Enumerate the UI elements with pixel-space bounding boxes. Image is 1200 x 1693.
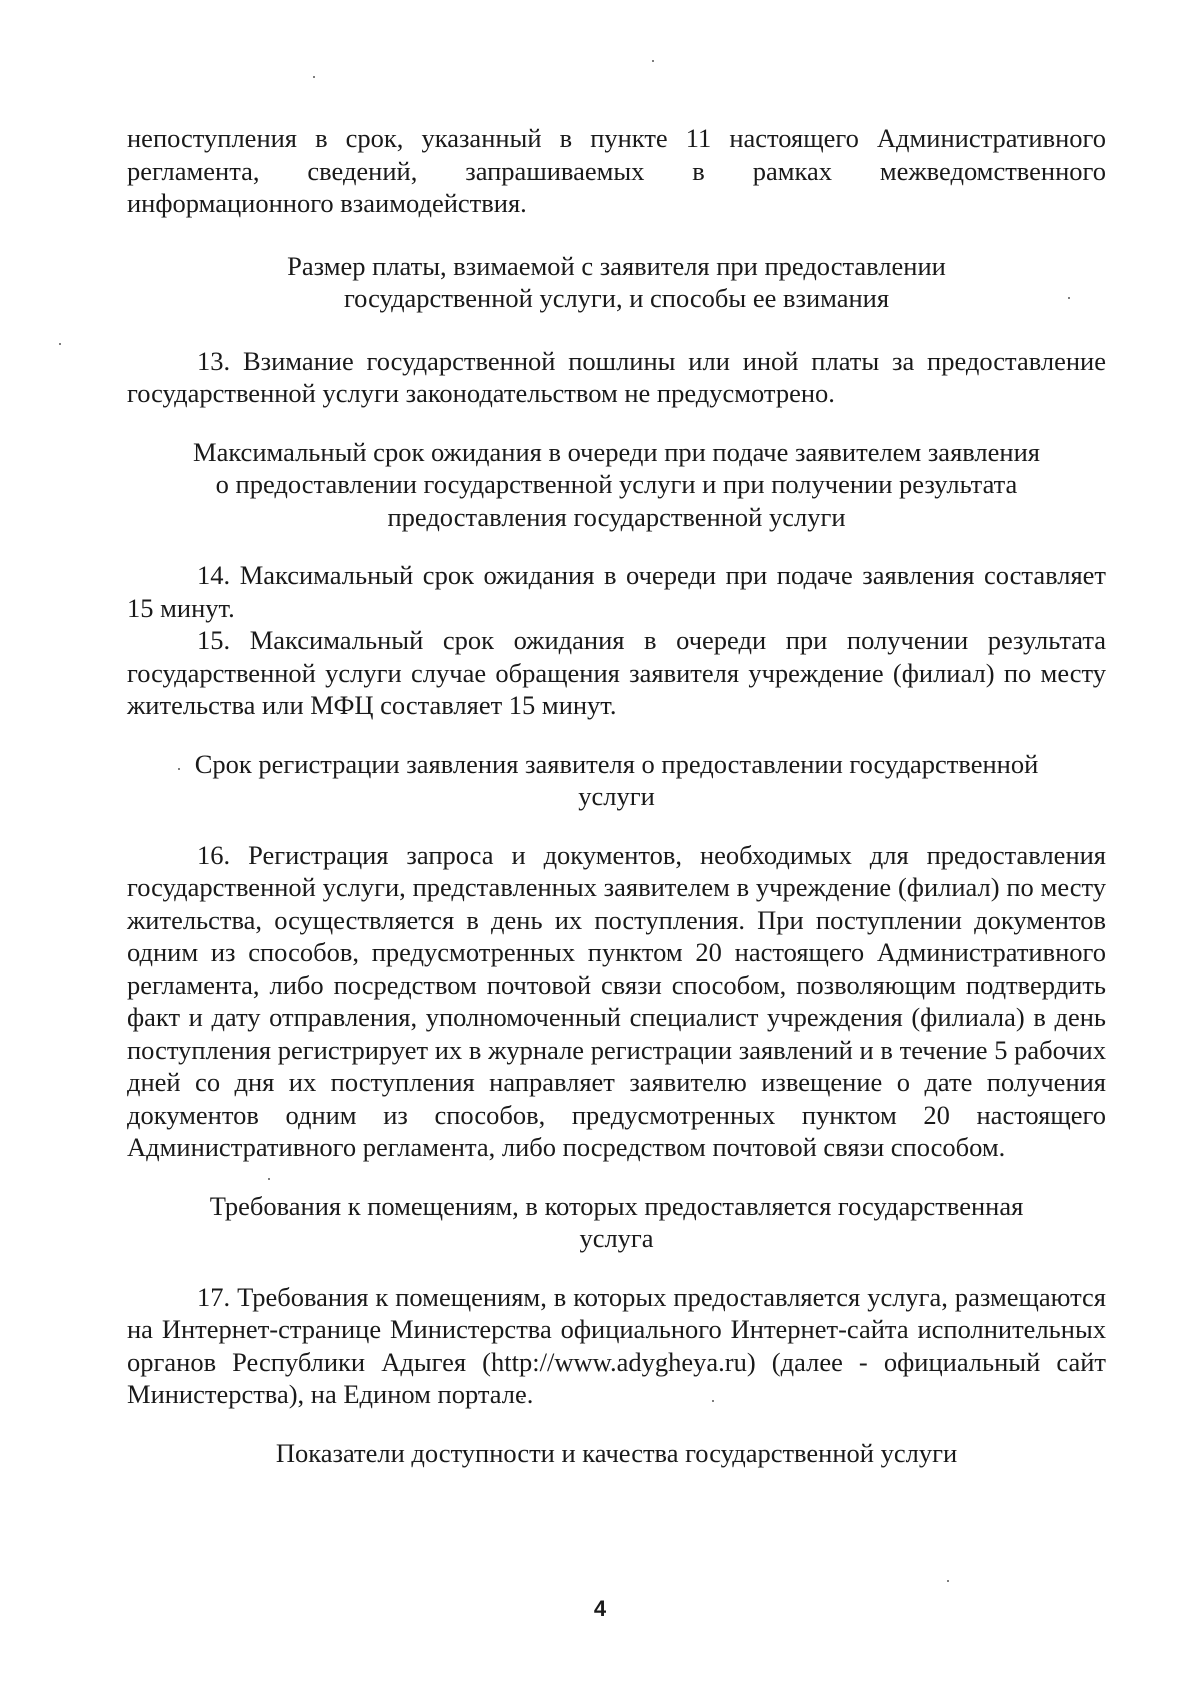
scan-speck	[947, 1580, 949, 1582]
paragraph-16: 16. Регистрация запроса и документов, необходимых для предоставления государственной услуги, представленных заявителем в учреждение (филиал) по месту жительства, осуществляется в день их поступления. При поступлении документов одним из способов, предусмотренных пунктом 20 настоящего Административного регламента, либо посредством почтовой связи способом, позволяющим подтвердить факт и дату отправления, уполномоченный специалист учреждения (филиала) в день поступления регистрирует их в журнале регистрации заявлений и в течение 5 рабочих дней со дня их поступления направляет заявителю извещение о дате получения документов одним из способов, предусмотренных пунктом 20 настоящего Административного регламента, либо посредством почтовой связи способом.	[127, 839, 1106, 1162]
spacer	[127, 1411, 1106, 1437]
section-heading-registration	[127, 748, 1106, 813]
section-heading-premises	[127, 1190, 1106, 1255]
intro-paragraph: непоступления в срок, указанный в пункте 11 настоящего Административного регламента, сведений, запрашиваемых в рамках межведомственного информационного взаимодействия.	[127, 123, 1106, 218]
heading-line: Срок регистрации заявления заявителя о предоставлении государственной	[194, 748, 1039, 779]
spacer	[127, 722, 1106, 748]
paragraph-15: 15. Максимальный срок ожидания в очереди при получении результата государственной услуги случае обращения заявителя учреждение (филиал) по месту жительства или МФЦ составляет 15 минут.	[127, 625, 1106, 720]
section-heading-fee	[127, 250, 1106, 315]
scan-speck	[313, 76, 315, 78]
scan-speck	[59, 343, 61, 345]
section-heading-quality	[127, 1437, 1106, 1470]
spacer	[127, 813, 1106, 839]
section-heading-queue	[127, 436, 1106, 534]
paragraph-14: 14. Максимальный срок ожидания в очереди при подаче заявления составляет 15 минут.	[127, 560, 1106, 623]
heading-line: услуги	[578, 781, 655, 811]
paragraph-17: 17. Требования к помещениям, в которых предоставляется услуга, размещаются на Интернет-странице Министерства официального Интернет-сайта исполнительных органов Республики Адыгея (http://www.adygheya.ru) (далее - официальный сайт Министерства), на Едином портале.	[127, 1281, 1106, 1409]
scan-speck	[652, 60, 654, 62]
document-body	[127, 122, 1106, 1469]
heading-line: Размер платы, взимаемой с заявителя при предоставлении	[287, 250, 946, 281]
heading-line: Показатели доступности и качества государственной услуги	[275, 1437, 958, 1468]
heading-line: предоставления государственной услуги	[387, 501, 846, 532]
heading-line: Требования к помещениям, в которых предоставляется государственная	[209, 1190, 1024, 1221]
spacer	[127, 533, 1106, 559]
heading-line: о предоставлении государственной услуги и при получении результата	[215, 469, 1018, 499]
heading-line: государственной услуги, и способы ее взимания	[343, 283, 890, 313]
heading-line: услуга	[579, 1223, 654, 1253]
paragraph-13: 13. Взимание государственной пошлины или иной платы за предоставление государственной услуги законодательством не предусмотрено.	[127, 345, 1106, 408]
spacer	[127, 1255, 1106, 1281]
heading-line: Максимальный срок ожидания в очереди при подаче заявителем заявления	[193, 436, 1040, 467]
spacer	[127, 315, 1106, 345]
spacer	[127, 1164, 1106, 1190]
page-number: 4	[593, 1596, 607, 1621]
spacer	[127, 410, 1106, 436]
spacer	[127, 220, 1106, 250]
